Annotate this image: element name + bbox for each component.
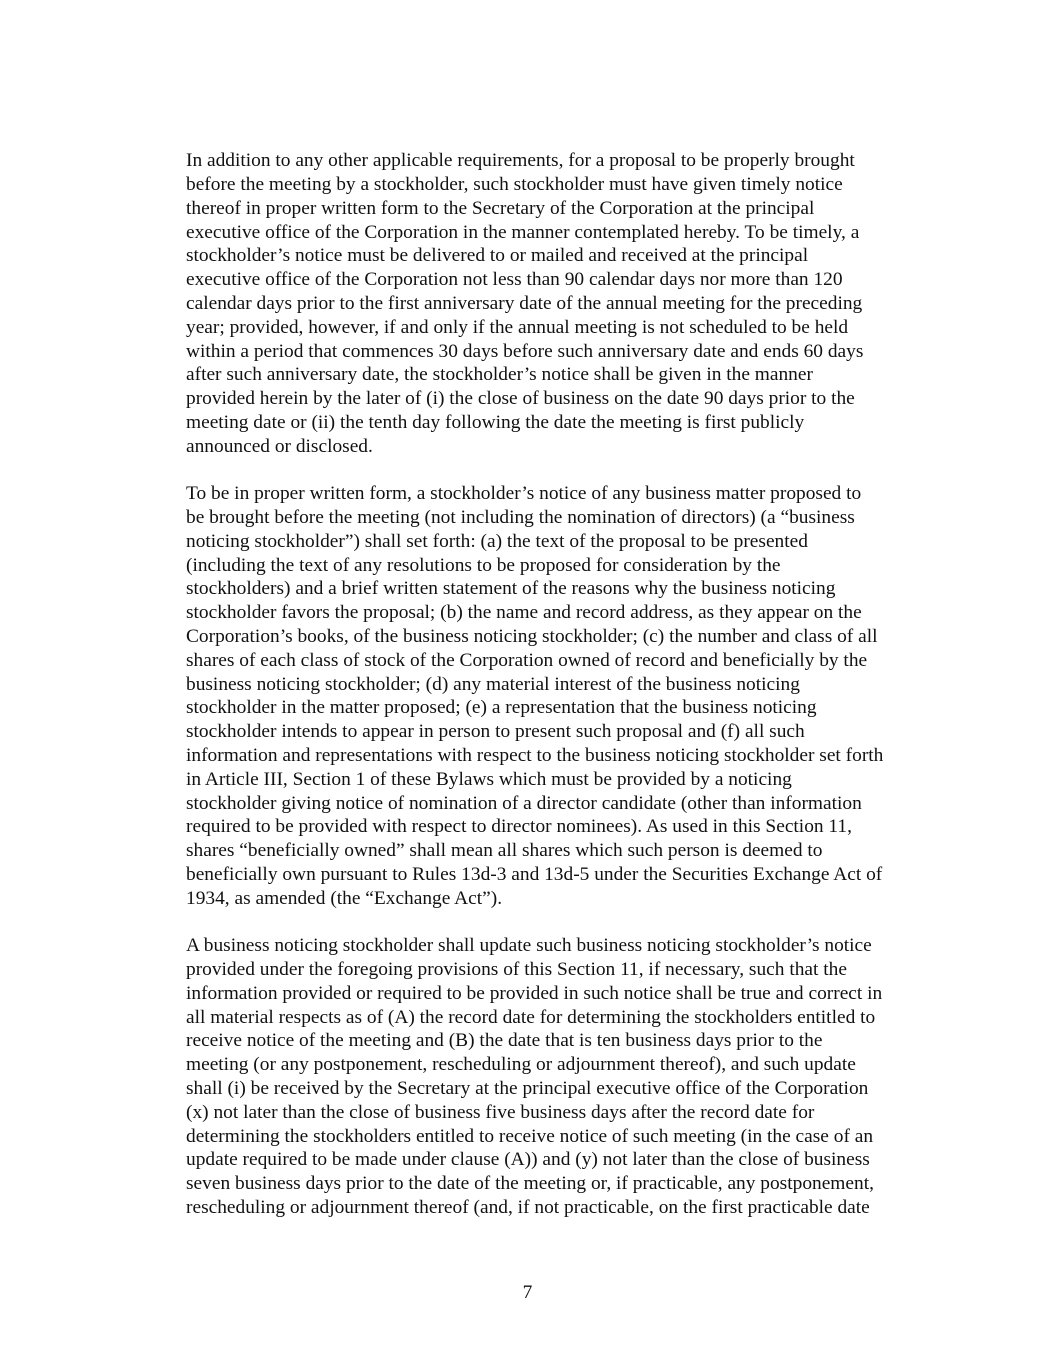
text-line: determining the stockholders entitled to receive notice of such meeting (in the case of an bbox=[186, 1126, 874, 1147]
text-line: all material respects as of (A) the record date for determining the stockholders entitled to bbox=[186, 1007, 876, 1028]
text-line: A business noticing stockholder shall update such business noticing stockholder’s notice bbox=[186, 935, 872, 956]
text-line: In addition to any other applicable requirements, for a proposal to be properly brought bbox=[186, 150, 855, 171]
text-line: rescheduling or adjournment thereof (and, if not practicable, on the first practicable date bbox=[186, 1197, 870, 1218]
text-line: within a period that commences 30 days before such anniversary date and ends 60 days bbox=[186, 341, 864, 362]
text-line: thereof in proper written form to the Secretary of the Corporation at the principal bbox=[186, 198, 815, 219]
text-line: be brought before the meeting (not including the nomination of directors) (a “business bbox=[186, 507, 855, 528]
text-line: stockholder’s notice must be delivered to or mailed and received at the principal bbox=[186, 245, 809, 266]
text-line: stockholder intends to appear in person to present such proposal and (f) all such bbox=[186, 721, 805, 742]
text-line: (including the text of any resolutions to be proposed for consideration by the bbox=[186, 555, 781, 576]
text-line: shares of each class of stock of the Corporation owned of record and beneficially by the bbox=[186, 650, 868, 671]
text-line: in Article III, Section 1 of these Bylaws which must be provided by a noticing bbox=[186, 769, 792, 790]
text-line: calendar days prior to the first anniversary date of the annual meeting for the preceding bbox=[186, 293, 863, 314]
text-line: beneficially own pursuant to Rules 13d-3 and 13d-5 under the Securities Exchange Act of bbox=[186, 864, 883, 885]
text-line: after such anniversary date, the stockholder’s notice shall be given in the manner bbox=[186, 364, 813, 385]
text-line: stockholder giving notice of nomination of a director candidate (other than information bbox=[186, 793, 862, 814]
text-line: executive office of the Corporation not less than 90 calendar days nor more than 120 bbox=[186, 269, 843, 290]
text-line: information provided or required to be provided in such notice shall be true and correct in bbox=[186, 983, 883, 1004]
text-line: Corporation’s books, of the business noticing stockholder; (c) the number and class of all bbox=[186, 626, 878, 647]
text-line: provided under the foregoing provisions of this Section 11, if necessary, such that the bbox=[186, 959, 847, 980]
text-line: seven business days prior to the date of the meeting or, if practicable, any postponement, bbox=[186, 1173, 874, 1194]
text-line: (x) not later than the close of business five business days after the record date for bbox=[186, 1102, 815, 1123]
text-line: year; provided, however, if and only if the annual meeting is not scheduled to be held bbox=[186, 317, 849, 338]
text-line: meeting (or any postponement, rescheduling or adjournment thereof), and such update bbox=[186, 1054, 856, 1075]
text-line: receive notice of the meeting and (B) the date that is ten business days prior to the bbox=[186, 1030, 823, 1051]
text-line: provided herein by the later of (i) the close of business on the date 90 days prior to the bbox=[186, 388, 855, 409]
text-line: meeting date or (ii) the tenth day following the date the meeting is first publicly bbox=[186, 412, 805, 433]
text-line: stockholders) and a brief written statement of the reasons why the business noticing bbox=[186, 578, 836, 599]
text-line: To be in proper written form, a stockholder’s notice of any business matter proposed to bbox=[186, 483, 862, 504]
text-line: executive office of the Corporation in the manner contemplated hereby. To be timely, a bbox=[186, 222, 860, 243]
text-line: stockholder in the matter proposed; (e) a representation that the business noticing bbox=[186, 697, 817, 718]
text-line: update required to be made under clause (A)) and (y) not later than the close of business bbox=[186, 1149, 870, 1170]
text-line: required to be provided with respect to director nominees). As used in this Section 11, bbox=[186, 816, 852, 837]
text-line: 1934, as amended (the “Exchange Act”). bbox=[186, 888, 503, 909]
text-line: shares “beneficially owned” shall mean all shares which such person is deemed to bbox=[186, 840, 823, 861]
text-line: stockholder favors the proposal; (b) the name and record address, as they appear on the bbox=[186, 602, 862, 623]
page-number: 7 bbox=[522, 1282, 533, 1303]
text-line: before the meeting by a stockholder, such stockholder must have given timely notice bbox=[186, 174, 843, 195]
text-line: business noticing stockholder; (d) any material interest of the business noticing bbox=[186, 674, 800, 695]
text-line: announced or disclosed. bbox=[186, 436, 373, 457]
text-line: shall (i) be received by the Secretary at the principal executive office of the Corporation bbox=[186, 1078, 869, 1099]
text-line: noticing stockholder”) shall set forth: (a) the text of the proposal to be presented bbox=[186, 531, 808, 552]
text-line: information and representations with respect to the business noticing stockholder set forth bbox=[186, 745, 884, 766]
